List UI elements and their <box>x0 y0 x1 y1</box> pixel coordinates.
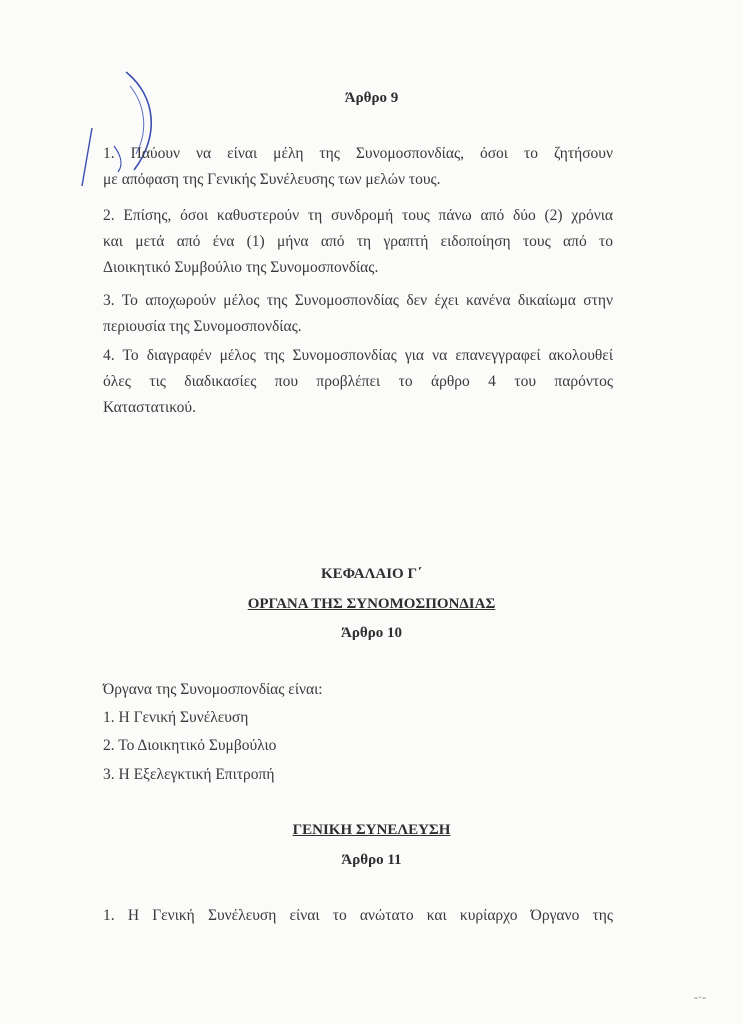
text-line: 3. Το αποχωρούν μέλος της Συνομοσπονδίας δεν έχει κανένα δικαίωμα στην <box>103 292 613 309</box>
text-line: Καταστατικού. <box>103 399 196 416</box>
text-line: και μετά από ένα (1) μήνα από τη γραπτή ειδοποίηση τους από το <box>103 233 613 250</box>
list-item: 1. Η Γενική Συνέλευση <box>103 709 249 726</box>
article-9-paragraph-3 <box>103 288 613 340</box>
text-line: 4. Το διαγραφέν μέλος της Συνομοσπονδίας για να επανεγγραφεί ακολουθεί <box>103 347 613 364</box>
article-11-title: Άρθρο 11 <box>341 852 402 868</box>
section-title: ΓΕΝΙΚΗ ΣΥΝΕΛΕΥΣΗ <box>292 822 451 838</box>
text-line: με απόφαση της Γενικής Συνέλευσης των μελών τους. <box>103 171 441 188</box>
text-line: 2. Επίσης, όσοι καθυστερούν τη συνδρομή τους πάνω από δύο (2) χρόνια <box>103 207 613 224</box>
text-line: 1. Η Γενική Συνέλευση είναι το ανώτατο και κυρίαρχο Όργανο της <box>103 907 613 924</box>
text-line: 1. Παύουν να είναι μέλη της Συνομοσπονδίας, όσοι το ζητήσουν <box>103 145 613 162</box>
chapter-title: ΚΕΦΑΛΑΙΟ Γ΄ <box>320 566 422 582</box>
list-item: 2. Το Διοικητικό Συμβούλιο <box>103 737 277 754</box>
text-line: Διοικητικό Συμβούλιο της Συνομοσπονδίας. <box>103 259 379 276</box>
article-9-paragraph-4 <box>103 343 613 421</box>
text-line: περιουσία της Συνομοσπονδίας. <box>103 318 302 335</box>
article-10-title: Άρθρο 10 <box>341 625 402 641</box>
text-line: όλες τις διαδικασίες που προβλέπει το άρθρο 4 του παρόντος <box>103 373 613 390</box>
article-11-paragraph-1 <box>103 903 613 929</box>
article-9-paragraph-1 <box>103 141 613 193</box>
article-9-title: Άρθρο 9 <box>344 90 399 106</box>
list-item: 3. Η Εξελεγκτική Επιτροπή <box>103 766 275 783</box>
chapter-subtitle: ΟΡΓΑΝΑ ΤΗΣ ΣΥΝΟΜΟΣΠΟΝΔΙΑΣ <box>247 596 496 612</box>
page-corner-mark: ‑·‑ <box>694 990 706 1004</box>
article-9-paragraph-2 <box>103 203 613 281</box>
article-10-intro: Όργανα της Συνομοσπονδίας είναι: <box>103 681 323 698</box>
